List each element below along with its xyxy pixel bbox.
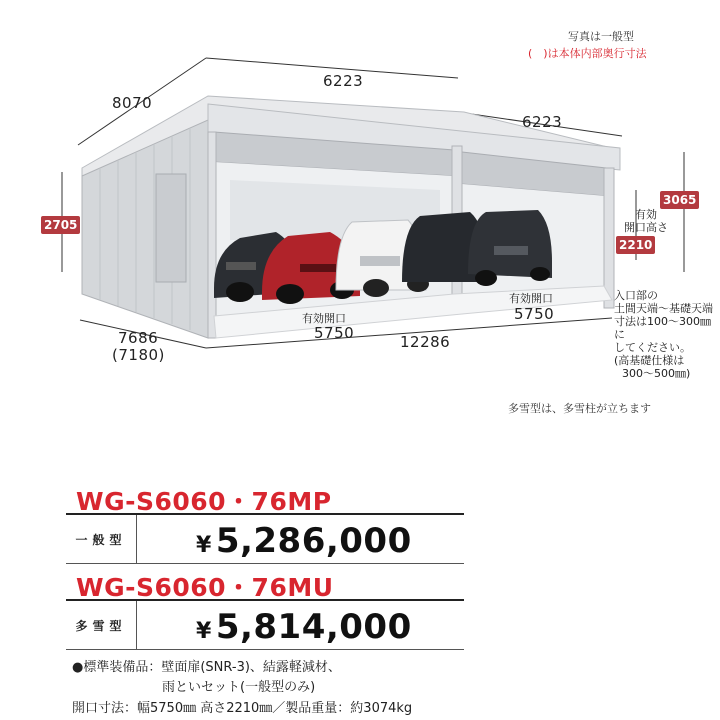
- side-note-line: 土間天端～基礎天端: [614, 302, 713, 315]
- opening-height-label-1: 有効: [635, 208, 657, 221]
- opening-height-label: [624, 208, 668, 234]
- price-value-2: [196, 607, 412, 647]
- side-note: [614, 289, 718, 380]
- opening-height-label-2: 開口高さ: [624, 221, 668, 234]
- side-note-line: (高基礎仕様は: [614, 354, 685, 367]
- yen-sign-2: ¥: [196, 619, 212, 644]
- price-row-2: [66, 599, 464, 650]
- dim-total-height-badge: 3065: [660, 191, 699, 209]
- snow-note: 多雪型は、多雪柱が立ちます: [508, 402, 651, 415]
- spec-line-2: 雨といセット(一般型のみ): [162, 680, 316, 695]
- model-title-1: WG-S6060・76MP: [76, 487, 332, 516]
- dim-height-badge: 2705: [41, 216, 80, 234]
- dim-inner-depth: 7686: [118, 329, 159, 347]
- price-row-1: [66, 513, 464, 564]
- dim-depth: 8070: [112, 94, 153, 112]
- dim-total-width: 12286: [400, 333, 451, 351]
- spec-line-3: 開口寸法：幅5750㎜ 高さ2210㎜／製品重量：約3074kg: [72, 701, 413, 716]
- opening-label-2: 有効開口: [509, 292, 553, 305]
- dim-top-width: 6223: [323, 72, 364, 90]
- dim-front-width: 6223: [522, 113, 563, 131]
- side-note-line: 入口部の: [614, 289, 658, 302]
- price-amount-1: 5,286,000: [215, 521, 412, 561]
- car-black-van: [402, 210, 552, 286]
- dim-inner-depth-paren: (7180): [112, 346, 165, 364]
- type-label-2: 多雪型: [66, 601, 137, 649]
- side-note-line: 300～500㎜): [622, 367, 691, 380]
- dim-opening-height-badge: 2210: [616, 236, 655, 254]
- photo-note: 写真は一般型: [568, 30, 634, 43]
- model-title-2: WG-S6060・76MU: [76, 573, 334, 602]
- type-label-1: 一般型: [66, 515, 137, 563]
- dim-opening-1: 5750: [314, 324, 355, 342]
- paren-note: ( )は本体内部奥行寸法: [528, 47, 647, 60]
- spec-line-1: ●標準装備品：壁面扉(SNR-3)、結露軽減材、: [72, 660, 341, 675]
- price-value-1: [196, 521, 412, 561]
- yen-sign-1: ¥: [196, 533, 212, 558]
- dim-opening-2: 5750: [514, 305, 555, 323]
- side-note-line: 寸法は100～300㎜に: [614, 315, 711, 341]
- opening-label-1: 有効開口: [302, 312, 346, 325]
- side-note-line: してください。: [614, 341, 691, 354]
- price-amount-2: 5,814,000: [215, 607, 412, 647]
